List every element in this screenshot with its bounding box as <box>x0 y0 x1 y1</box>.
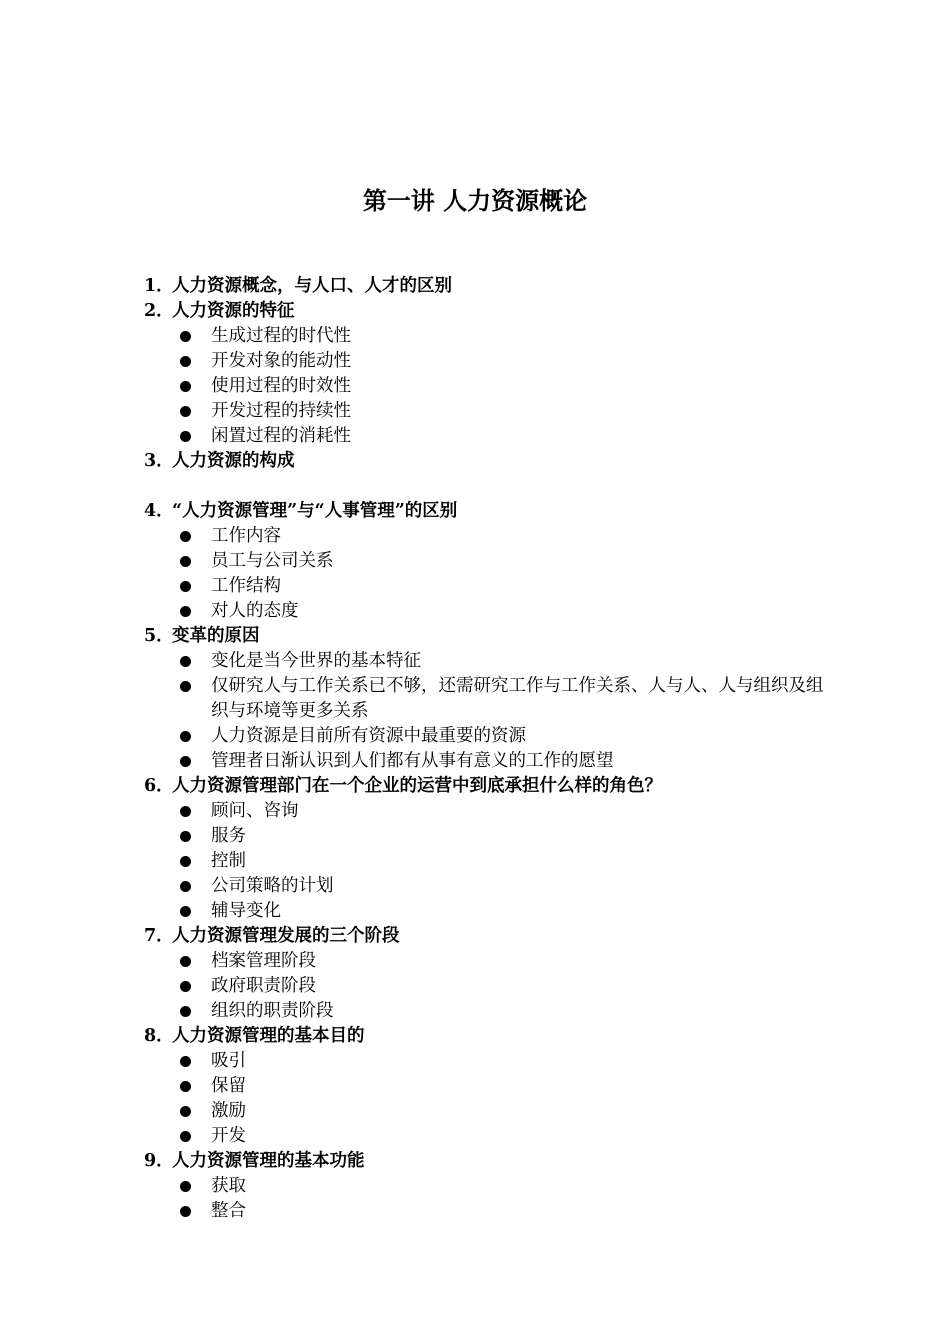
bullet-dot-icon <box>180 1006 191 1017</box>
section-heading <box>144 924 824 949</box>
bullet-dot-icon <box>180 981 191 992</box>
bullet-list <box>144 1174 824 1224</box>
bullet-dot-icon <box>180 1181 191 1192</box>
bullet-text: 人力资源是目前所有资源中最重要的资源 <box>211 726 526 746</box>
bullet-dot-icon <box>180 556 191 567</box>
outline-section <box>144 499 824 624</box>
bullet-text: 档案管理阶段 <box>211 951 316 971</box>
bullet-dot-icon <box>180 1056 191 1067</box>
bullet-text: 组织的职责阶段 <box>211 1001 334 1021</box>
section-number: 7． <box>144 926 174 946</box>
bullet-item <box>144 949 824 974</box>
bullet-text: 激励 <box>211 1101 246 1121</box>
bullet-item <box>144 1124 824 1149</box>
outline-section <box>144 274 824 299</box>
bullet-text: 员工与公司关系 <box>211 551 334 571</box>
bullet-dot-icon <box>180 856 191 867</box>
bullet-item <box>144 724 824 749</box>
section-heading <box>144 499 824 524</box>
bullet-item <box>144 1199 824 1224</box>
bullet-item <box>144 599 824 624</box>
section-heading-text: 人力资源管理的基本功能 <box>172 1151 365 1171</box>
bullet-text: 辅导变化 <box>211 901 281 921</box>
bullet-item <box>144 374 824 399</box>
bullet-item <box>144 1099 824 1124</box>
bullet-dot-icon <box>180 831 191 842</box>
bullet-text: 对人的态度 <box>211 601 299 621</box>
bullet-dot-icon <box>180 381 191 392</box>
bullet-dot-icon <box>180 331 191 342</box>
outline-section <box>144 1024 824 1149</box>
bullet-text: 变化是当今世界的基本特征 <box>211 651 421 671</box>
bullet-list <box>144 1049 824 1149</box>
section-number: 6． <box>144 776 174 796</box>
outline-section <box>144 299 824 449</box>
bullet-item <box>144 549 824 574</box>
outline-section <box>144 774 824 924</box>
section-heading-text: 人力资源管理部门在一个企业的运营中到底承担什么样的角色？ <box>172 776 662 796</box>
bullet-text: 政府职责阶段 <box>211 976 316 996</box>
bullet-text: 管理者日渐认识到人们都有从事有意义的工作的愿望 <box>211 751 614 771</box>
bullet-text: 保留 <box>211 1076 246 1096</box>
section-heading <box>144 774 824 799</box>
bullet-item <box>144 974 824 999</box>
bullet-text: 开发过程的持续性 <box>211 401 351 421</box>
bullet-dot-icon <box>180 606 191 617</box>
bullet-dot-icon <box>180 731 191 742</box>
bullet-dot-icon <box>180 431 191 442</box>
blank-line <box>144 474 824 499</box>
bullet-text: 工作内容 <box>211 526 281 546</box>
section-heading-text: “人力资源管理”与“人事管理”的区别 <box>172 501 458 521</box>
bullet-text: 整合 <box>211 1201 246 1221</box>
bullet-dot-icon <box>180 806 191 817</box>
bullet-item <box>144 1174 824 1199</box>
bullet-text: 获取 <box>211 1176 246 1196</box>
bullet-text: 闲置过程的消耗性 <box>211 426 351 446</box>
bullet-text: 生成过程的时代性 <box>211 326 351 346</box>
page-title: 第一讲 人力资源概论 <box>362 186 588 215</box>
section-heading-text: 人力资源的特征 <box>172 301 295 321</box>
bullet-item <box>144 524 824 549</box>
bullet-text: 公司策略的计划 <box>211 876 334 896</box>
bullet-dot-icon <box>180 531 191 542</box>
bullet-dot-icon <box>180 906 191 917</box>
section-number: 3． <box>144 451 174 471</box>
bullet-dot-icon <box>180 1131 191 1142</box>
section-heading-text: 人力资源管理发展的三个阶段 <box>172 926 400 946</box>
section-number: 2． <box>144 301 174 321</box>
bullet-text: 服务 <box>211 826 246 846</box>
bullet-text: 控制 <box>211 851 246 871</box>
section-number: 4． <box>144 501 174 521</box>
bullet-item <box>144 849 824 874</box>
bullet-dot-icon <box>180 406 191 417</box>
section-heading <box>144 1149 824 1174</box>
bullet-list <box>144 324 824 449</box>
bullet-dot-icon <box>180 1081 191 1092</box>
section-number: 8． <box>144 1026 174 1046</box>
section-heading <box>144 449 824 474</box>
bullet-item <box>144 574 824 599</box>
section-heading-text: 人力资源管理的基本目的 <box>172 1026 365 1046</box>
bullet-item <box>144 824 824 849</box>
bullet-dot-icon <box>180 656 191 667</box>
bullet-dot-icon <box>180 756 191 767</box>
bullet-text: 吸引 <box>211 1051 246 1071</box>
section-heading <box>144 299 824 324</box>
document-outline <box>144 274 824 1224</box>
bullet-item <box>144 749 824 774</box>
bullet-dot-icon <box>180 681 191 692</box>
bullet-item <box>144 999 824 1024</box>
bullet-item <box>144 1049 824 1074</box>
bullet-item <box>144 649 824 674</box>
bullet-text: 开发 <box>211 1126 246 1146</box>
section-heading <box>144 274 824 299</box>
bullet-item <box>144 674 824 724</box>
section-heading <box>144 624 824 649</box>
bullet-item <box>144 874 824 899</box>
bullet-dot-icon <box>180 581 191 592</box>
section-number: 5． <box>144 626 174 646</box>
bullet-item <box>144 899 824 924</box>
bullet-dot-icon <box>180 881 191 892</box>
section-number: 1． <box>144 276 174 296</box>
bullet-list <box>144 799 824 924</box>
bullet-dot-icon <box>180 956 191 967</box>
bullet-item <box>144 324 824 349</box>
bullet-item <box>144 424 824 449</box>
outline-section <box>144 449 824 499</box>
bullet-list <box>144 949 824 1024</box>
bullet-dot-icon <box>180 1106 191 1117</box>
bullet-item <box>144 1074 824 1099</box>
bullet-text: 工作结构 <box>211 576 281 596</box>
bullet-list <box>144 524 824 624</box>
outline-section <box>144 924 824 1024</box>
bullet-item <box>144 399 824 424</box>
bullet-text: 开发对象的能动性 <box>211 351 351 371</box>
bullet-dot-icon <box>180 356 191 367</box>
bullet-text: 仅研究人与工作关系已不够，还需研究工作与工作关系、人与人、人与组织及组织与环境等更多关系 <box>211 676 824 721</box>
outline-section <box>144 624 824 774</box>
bullet-item <box>144 349 824 374</box>
section-heading-text: 人力资源概念，与人口、人才的区别 <box>172 276 452 296</box>
section-heading <box>144 1024 824 1049</box>
bullet-item <box>144 799 824 824</box>
bullet-text: 使用过程的时效性 <box>211 376 351 396</box>
bullet-list <box>144 649 824 774</box>
bullet-text: 顾问、咨询 <box>211 801 299 821</box>
bullet-dot-icon <box>180 1206 191 1217</box>
outline-section <box>144 1149 824 1224</box>
section-number: 9． <box>144 1151 174 1171</box>
section-heading-text: 人力资源的构成 <box>172 451 295 471</box>
section-heading-text: 变革的原因 <box>172 626 260 646</box>
